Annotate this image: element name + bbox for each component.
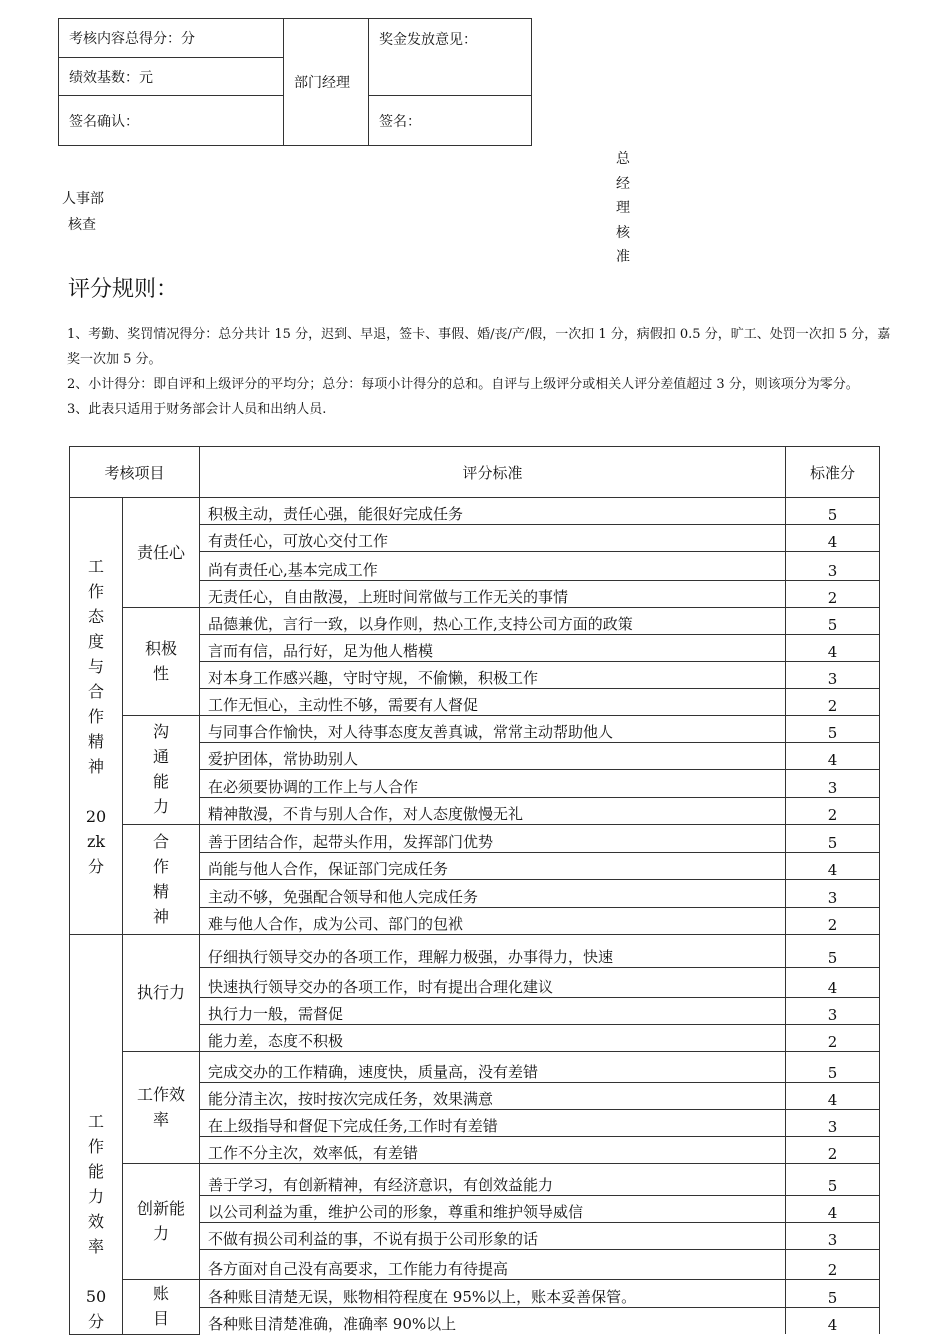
criteria-cell: 尚能与他人合作，保证部门完成任务 [200, 853, 786, 880]
evaluation-table [69, 446, 880, 1335]
sign-confirm-field[interactable]: 签名确认： [59, 96, 284, 146]
subcategory-s1: 责任心 [123, 498, 200, 608]
criteria-cell: 以公司利益为重，维护公司的形象，尊重和维护领导威信 [200, 1196, 786, 1223]
subcategory-s6: 工作效 率 [123, 1052, 200, 1164]
criteria-cell: 与同事合作愉快，对人待事态度友善真诚，常常主动帮助他人 [200, 716, 786, 743]
criteria-cell: 爱护团体，常协助别人 [200, 743, 786, 770]
criteria-cell: 善于团结合作，起带头作用，发挥部门优势 [200, 825, 786, 853]
gm-approve-label: 总 经 理 核 准 [616, 151, 630, 265]
score-cell: 3 [786, 662, 880, 689]
score-cell: 3 [786, 1110, 880, 1137]
score-cell: 4 [786, 743, 880, 770]
score-cell: 4 [786, 1083, 880, 1110]
score-cell: 2 [786, 908, 880, 935]
subcategory-s5: 执行力 [123, 935, 200, 1052]
criteria-cell: 快速执行领导交办的各项工作，时有提出合理化建议 [200, 968, 786, 998]
rule-item: 2、小计得分：即自评和上级评分的平均分；总分：每项小计得分的总和。自评与上级评分或相关人评分差值超过 3 分，则该项分为零分。 [67, 377, 859, 392]
score-cell: 5 [786, 608, 880, 635]
table-row [70, 498, 880, 525]
criteria-cell: 各方面对自己没有高要求，工作能力有待提高 [200, 1250, 786, 1280]
score-cell: 5 [786, 1280, 880, 1308]
criteria-cell: 工作无恒心，主动性不够，需要有人督促 [200, 689, 786, 716]
criteria-cell: 在上级指导和督促下完成任务,工作时有差错 [200, 1110, 786, 1137]
header-item: 考核项目 [70, 447, 200, 498]
table-body [70, 498, 880, 1335]
rules-title: 评分规则： [68, 277, 179, 302]
table-row [70, 608, 880, 635]
score-cell: 3 [786, 880, 880, 908]
total-score-field[interactable]: 考核内容总得分：分 [59, 19, 284, 58]
table-row [70, 825, 880, 853]
bonus-opinion-field[interactable]: 奖金发放意见： [369, 19, 532, 96]
score-cell: 2 [786, 689, 880, 716]
score-cell: 2 [786, 581, 880, 608]
subcategory-s2: 积极 性 [123, 608, 200, 716]
criteria-cell: 善于学习，有创新精神，有经济意识，有创效益能力 [200, 1164, 786, 1196]
criteria-cell: 各种账目清楚准确，准确率 90%以上 [200, 1308, 786, 1335]
criteria-cell: 积极主动，责任心强，能很好完成任务 [200, 498, 786, 525]
score-cell: 5 [786, 498, 880, 525]
score-cell: 5 [786, 935, 880, 968]
score-cell: 4 [786, 1196, 880, 1223]
score-cell: 5 [786, 716, 880, 743]
score-cell: 5 [786, 1164, 880, 1196]
criteria-cell: 各种账目清楚无误，账物相符程度在 95%以上，账本妥善保管。 [200, 1280, 786, 1308]
criteria-cell: 能分清主次，按时按次完成任务，效果满意 [200, 1083, 786, 1110]
approval-form [58, 18, 532, 146]
score-cell: 3 [786, 552, 880, 581]
score-cell: 2 [786, 1250, 880, 1280]
criteria-cell: 尚有责任心,基本完成工作 [200, 552, 786, 581]
subcategory-s7: 创新能 力 [123, 1164, 200, 1280]
criteria-cell: 言而有信，品行好，足为他人楷模 [200, 635, 786, 662]
criteria-cell: 执行力一般，需督促 [200, 998, 786, 1025]
criteria-cell: 品德兼优，言行一致，以身作则，热心工作,支持公司方面的政策 [200, 608, 786, 635]
table-row [70, 1052, 880, 1083]
score-cell: 5 [786, 825, 880, 853]
table-row [70, 1164, 880, 1196]
criteria-cell: 对本身工作感兴趣，守时守规，不偷懒，积极工作 [200, 662, 786, 689]
score-cell: 2 [786, 1025, 880, 1052]
score-cell: 4 [786, 968, 880, 998]
score-cell: 4 [786, 853, 880, 880]
score-cell: 5 [786, 1052, 880, 1083]
criteria-cell: 在必须要协调的工作上与人合作 [200, 770, 786, 798]
performance-base-field[interactable]: 绩效基数：元 [59, 58, 284, 96]
score-cell: 4 [786, 525, 880, 552]
criteria-cell: 无责任心，自由散漫，上班时间常做与工作无关的事情 [200, 581, 786, 608]
criteria-cell: 不做有损公司利益的事，不说有损于公司形象的话 [200, 1223, 786, 1250]
header-criteria: 评分标准 [200, 447, 786, 498]
score-cell: 4 [786, 1308, 880, 1335]
table-row [70, 1280, 880, 1308]
header-score: 标准分 [786, 447, 880, 498]
score-cell: 2 [786, 798, 880, 825]
criteria-cell: 主动不够，免强配合领导和他人完成任务 [200, 880, 786, 908]
rules-list [67, 322, 895, 422]
criteria-cell: 仔细执行领导交办的各项工作，理解力极强，办事得力，快速 [200, 935, 786, 968]
criteria-cell: 工作不分主次，效率低，有差错 [200, 1137, 786, 1164]
score-cell: 4 [786, 635, 880, 662]
subcategory-s4: 合 作 精 神 [123, 825, 200, 935]
score-cell: 3 [786, 1223, 880, 1250]
category-cat2: 工 作 能 力 效 率 50 分 [70, 935, 123, 1335]
manager-sign-field[interactable]: 签名： [369, 96, 532, 146]
criteria-cell: 完成交办的工作精确，速度快，质量高，没有差错 [200, 1052, 786, 1083]
rule-item: 1、考勤、奖罚情况得分：总分共计 15 分，迟到、早退，签卡、事假、婚/丧/产/假，一次扣 1 分，病假扣 0.5 分，旷工、处罚一次扣 5 分，嘉奖一次加 5 分。 [67, 327, 891, 367]
hr-check-label: 人事部 核查 [62, 191, 104, 233]
table-row [70, 935, 880, 968]
rule-item: 3、此表只适用于财务部会计人员和出纳人员. [67, 402, 327, 417]
score-cell: 3 [786, 998, 880, 1025]
criteria-cell: 有责任心，可放心交付工作 [200, 525, 786, 552]
criteria-cell: 难与他人合作，成为公司、部门的包袱 [200, 908, 786, 935]
score-cell: 3 [786, 770, 880, 798]
subcategory-s3: 沟 通 能 力 [123, 716, 200, 825]
criteria-cell: 能力差，态度不积极 [200, 1025, 786, 1052]
table-row [70, 716, 880, 743]
dept-manager-cell: 部门经理 [284, 19, 369, 146]
score-cell: 2 [786, 1137, 880, 1164]
subcategory-s8: 账 目 [123, 1280, 200, 1335]
criteria-cell: 精神散漫，不肯与别人合作，对人态度傲慢无礼 [200, 798, 786, 825]
category-cat1: 工 作 态 度 与 合 作 精 神 20 zk 分 [70, 498, 123, 935]
